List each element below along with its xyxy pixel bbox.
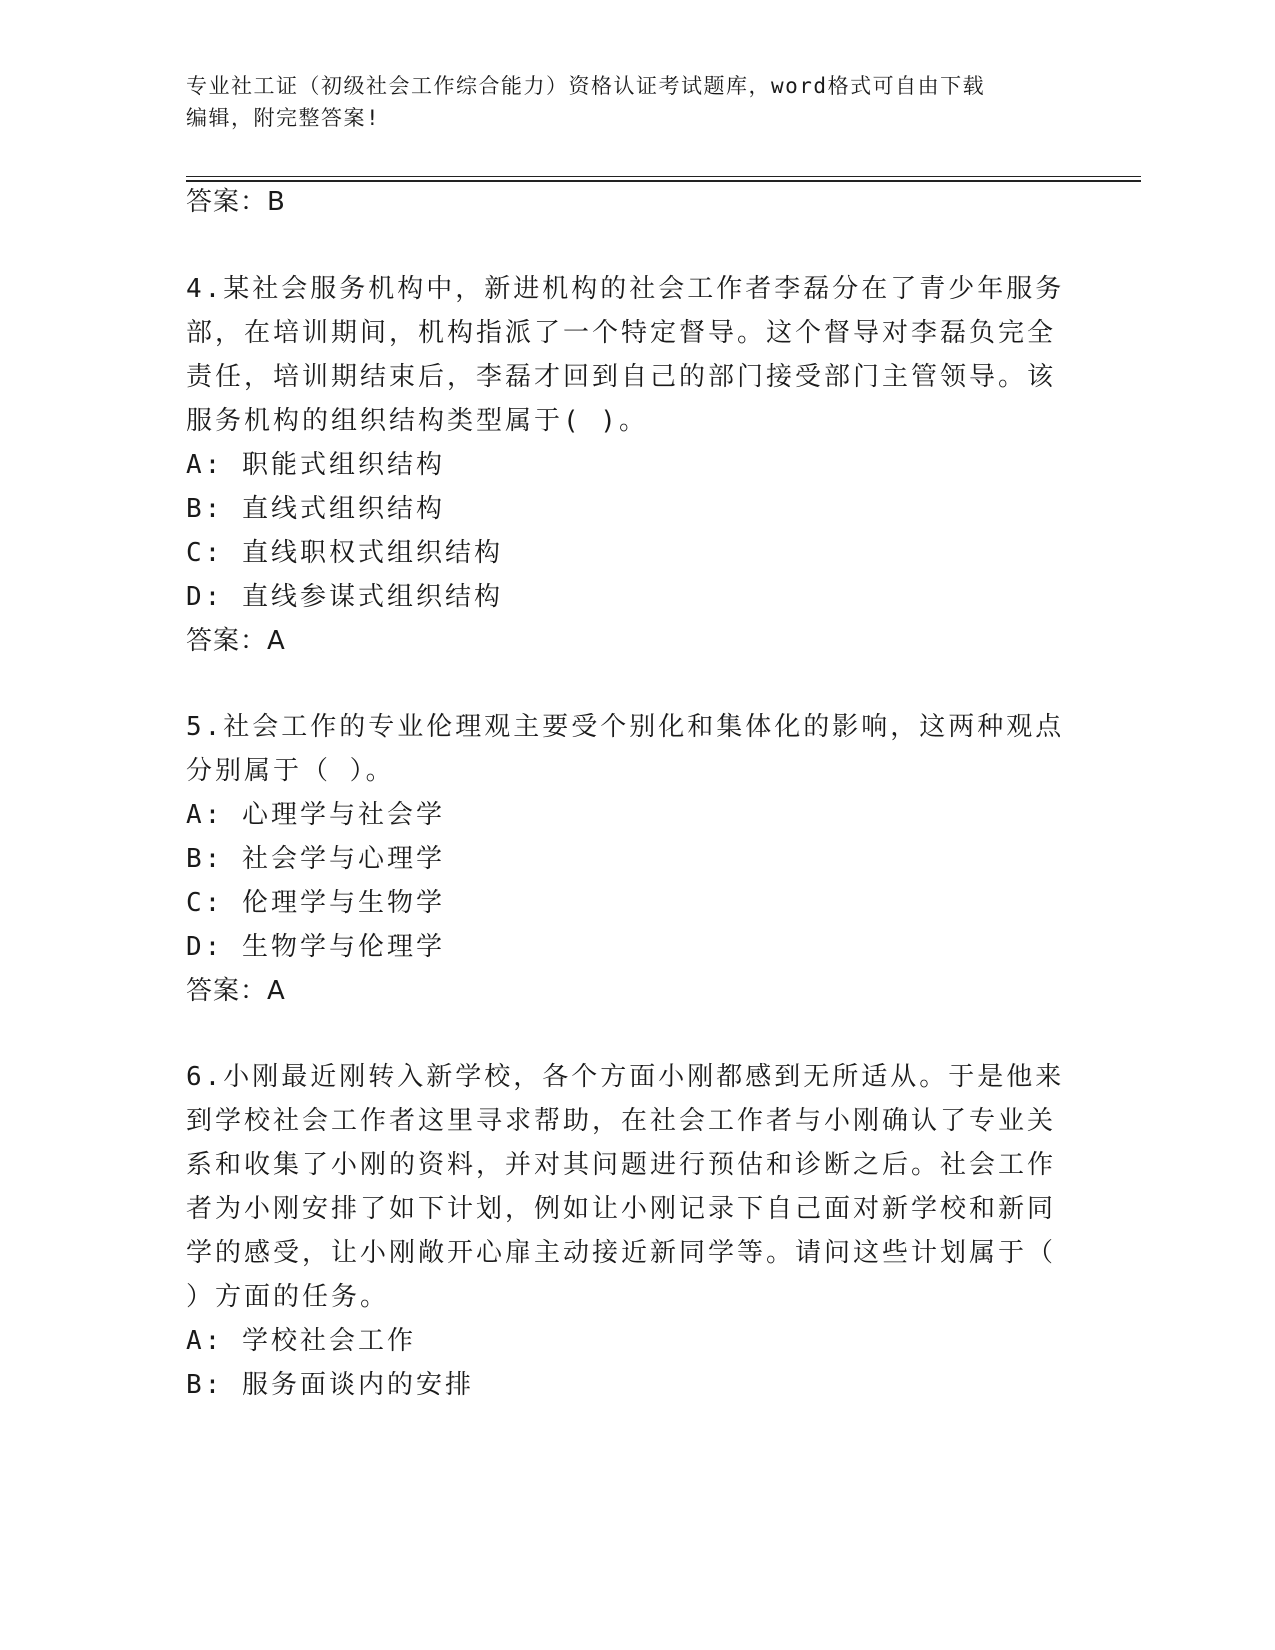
q4-option-b: B: 直线式组织结构 [186, 494, 445, 524]
previous-answer: 答案：B [186, 187, 286, 217]
q4-stem-line: 4.某社会服务机构中，新进机构的社会工作者李磊分在了青少年服务 [186, 274, 1065, 304]
q5-option-b: B: 社会学与心理学 [186, 844, 445, 874]
q6-option-b: B: 服务面谈内的安排 [186, 1370, 474, 1400]
q6-stem-line: 到学校社会工作者这里寻求帮助，在社会工作者与小刚确认了专业关 [186, 1106, 1057, 1136]
q4-option-a: A: 职能式组织结构 [186, 450, 445, 480]
q6-stem-line: 系和收集了小刚的资料，并对其问题进行预估和诊断之后。社会工作 [186, 1150, 1057, 1180]
header-line-2: 编辑，附完整答案! [186, 106, 381, 130]
q6-stem-line: 者为小刚安排了如下计划，例如让小刚记录下自己面对新学校和新同 [186, 1194, 1057, 1224]
q6-option-a: A: 学校社会工作 [186, 1326, 416, 1356]
header-divider-thick [186, 180, 1141, 182]
header-line-1: 专业社工证（初级社会工作综合能力）资格认证考试题库，word格式可自由下载 [186, 74, 986, 98]
header-divider-thin [186, 176, 1141, 177]
q6-stem-line: 学的感受，让小刚敞开心扉主动接近新同学等。请问这些计划属于（ [186, 1238, 1057, 1268]
q5-option-a: A: 心理学与社会学 [186, 800, 445, 830]
q4-option-c: C: 直线职权式组织结构 [186, 538, 503, 568]
q5-stem-line: 分别属于（ ）。 [186, 756, 395, 786]
q5-stem-line: 5.社会工作的专业伦理观主要受个别化和集体化的影响，这两种观点 [186, 712, 1065, 742]
q6-stem-line: ）方面的任务。 [186, 1282, 390, 1312]
q5-answer: 答案：A [186, 976, 286, 1006]
q4-stem-line: 责任，培训期结束后，李磊才回到自己的部门接受部门主管领导。该 [186, 362, 1057, 392]
q4-option-d: D: 直线参谋式组织结构 [186, 582, 503, 612]
q4-stem-line: 服务机构的组织结构类型属于( )。 [186, 406, 648, 436]
q4-answer: 答案：A [186, 626, 286, 656]
q6-stem-line: 6.小刚最近刚转入新学校，各个方面小刚都感到无所适从。于是他来 [186, 1062, 1065, 1092]
document-header [186, 70, 1106, 134]
q4-stem-line: 部，在培训期间，机构指派了一个特定督导。这个督导对李磊负完全 [186, 318, 1057, 348]
q5-option-c: C: 伦理学与生物学 [186, 888, 445, 918]
q5-option-d: D: 生物学与伦理学 [186, 932, 445, 962]
